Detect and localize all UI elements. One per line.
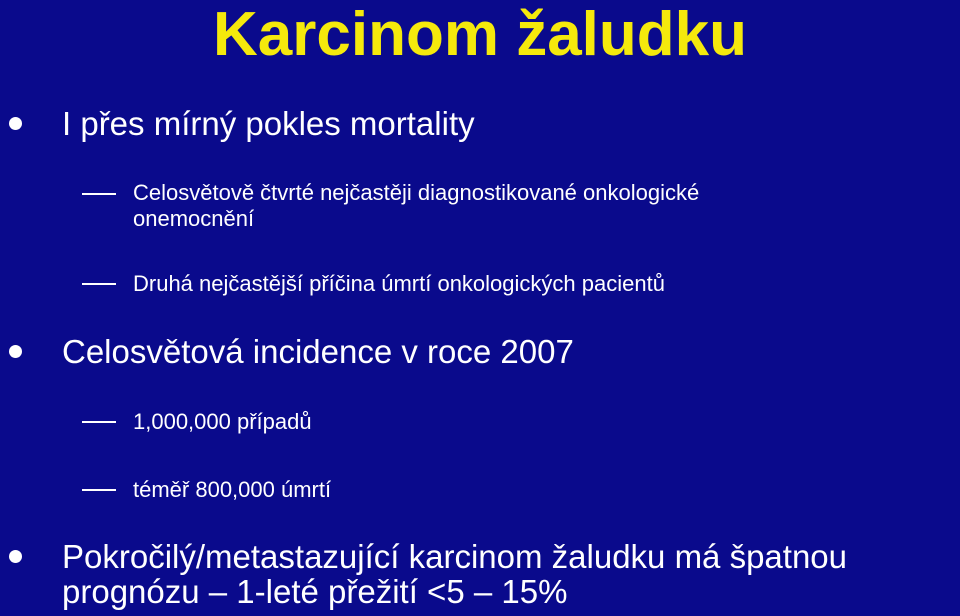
sub-bullet-dash-icon xyxy=(82,421,116,423)
sub-bullet-dash-icon xyxy=(82,193,116,195)
sub-bullet-dash-icon xyxy=(82,489,116,491)
bullet-text-line1: Pokročilý/metastazující karcinom žaludku má špatnou xyxy=(62,538,848,575)
bullet-dot-icon xyxy=(9,345,22,358)
slide-title: Karcinom žaludku xyxy=(213,0,747,69)
bullet-dot-icon xyxy=(9,550,22,563)
bullet-dot-icon xyxy=(9,117,22,130)
sub-bullet-text-line1: Druhá nejčastější příčina úmrtí onkologických pacientů xyxy=(133,271,665,296)
bullet-text: Celosvětová incidence v roce 2007 xyxy=(62,333,574,370)
sub-bullet-dash-icon xyxy=(82,283,116,285)
sub-bullet-text-line1: 1,000,000 případů xyxy=(133,409,312,434)
sub-bullet-text-line1: Celosvětově čtvrté nejčastěji diagnostikované onkologické xyxy=(133,180,700,205)
sub-bullet-text-line2: onemocnění xyxy=(133,206,255,231)
sub-bullet-text-line1: téměř 800,000 úmrtí xyxy=(133,477,332,502)
bullet-text: I přes mírný pokles mortality xyxy=(62,105,475,142)
bullet-text-line2: prognózu – 1-leté přežití <5 – 15% xyxy=(62,573,568,610)
